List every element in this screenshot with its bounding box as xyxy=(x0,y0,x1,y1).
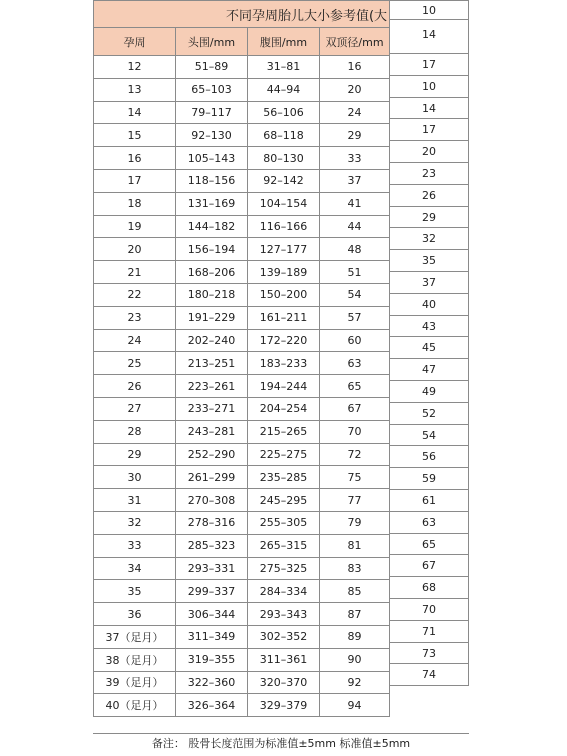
cell-head-circumference: 285–323 xyxy=(176,534,248,557)
extra-cell: 10 xyxy=(389,76,469,98)
table-row xyxy=(94,56,390,79)
extra-column xyxy=(389,0,469,686)
cell-abdominal-circumference: 275–325 xyxy=(248,557,320,580)
extra-cell: 37 xyxy=(389,272,469,294)
extra-cell: 14 xyxy=(389,98,469,120)
cell-abdominal-circumference: 329–379 xyxy=(248,694,320,717)
table-row xyxy=(94,147,390,170)
cell-week: 18 xyxy=(94,192,176,215)
table-row xyxy=(94,557,390,580)
cell-week: 12 xyxy=(94,56,176,79)
cell-biparietal-diameter: 57 xyxy=(320,306,390,329)
cell-abdominal-circumference: 215–265 xyxy=(248,420,320,443)
table-row xyxy=(94,238,390,261)
extra-cell: 52 xyxy=(389,403,469,425)
extra-cell: 67 xyxy=(389,555,469,577)
extra-cell: 68 xyxy=(389,577,469,599)
cell-week: 32 xyxy=(94,511,176,534)
extra-cell: 32 xyxy=(389,228,469,250)
cell-biparietal-diameter: 41 xyxy=(320,192,390,215)
cell-biparietal-diameter: 90 xyxy=(320,648,390,671)
table-row xyxy=(94,648,390,671)
extra-cell: 65 xyxy=(389,534,469,556)
cell-biparietal-diameter: 83 xyxy=(320,557,390,580)
cell-week: 13 xyxy=(94,78,176,101)
fetal-size-reference-sheet xyxy=(93,0,469,756)
cell-biparietal-diameter: 48 xyxy=(320,238,390,261)
cell-week: 17 xyxy=(94,169,176,192)
extra-cell: 20 xyxy=(389,141,469,163)
table-row xyxy=(94,192,390,215)
footnote: 备注： 股骨长度范围为标准值±5mm 标准值±5mm xyxy=(93,733,469,756)
cell-head-circumference: 202–240 xyxy=(176,329,248,352)
extra-cell: 17 xyxy=(389,54,469,76)
cell-abdominal-circumference: 44–94 xyxy=(248,78,320,101)
table-row xyxy=(94,329,390,352)
extra-cell: 59 xyxy=(389,468,469,490)
cell-biparietal-diameter: 65 xyxy=(320,375,390,398)
cell-week: 40（足月） xyxy=(94,694,176,717)
cell-week: 38（足月） xyxy=(94,648,176,671)
cell-week: 21 xyxy=(94,261,176,284)
cell-week: 15 xyxy=(94,124,176,147)
cell-head-circumference: 156–194 xyxy=(176,238,248,261)
fetal-size-table xyxy=(93,0,390,717)
cell-biparietal-diameter: 79 xyxy=(320,511,390,534)
cell-abdominal-circumference: 265–315 xyxy=(248,534,320,557)
cell-week: 36 xyxy=(94,603,176,626)
cell-week: 33 xyxy=(94,534,176,557)
cell-head-circumference: 105–143 xyxy=(176,147,248,170)
header-biparietal-diameter: 双顶径/mm xyxy=(320,28,390,56)
cell-head-circumference: 293–331 xyxy=(176,557,248,580)
cell-head-circumference: 79–117 xyxy=(176,101,248,124)
cell-week: 25 xyxy=(94,352,176,375)
cell-head-circumference: 92–130 xyxy=(176,124,248,147)
cell-week: 31 xyxy=(94,489,176,512)
cell-head-circumference: 252–290 xyxy=(176,443,248,466)
header-head-circumference: 头围/mm xyxy=(176,28,248,56)
table-row xyxy=(94,101,390,124)
header-week: 孕周 xyxy=(94,28,176,56)
cell-abdominal-circumference: 68–118 xyxy=(248,124,320,147)
table-row xyxy=(94,352,390,375)
cell-abdominal-circumference: 31–81 xyxy=(248,56,320,79)
cell-abdominal-circumference: 116–166 xyxy=(248,215,320,238)
table-row xyxy=(94,215,390,238)
extra-cell: 70 xyxy=(389,599,469,621)
cell-head-circumference: 65–103 xyxy=(176,78,248,101)
table-row xyxy=(94,580,390,603)
cell-head-circumference: 243–281 xyxy=(176,420,248,443)
cell-biparietal-diameter: 51 xyxy=(320,261,390,284)
cell-head-circumference: 180–218 xyxy=(176,283,248,306)
extra-cell: 56 xyxy=(389,446,469,468)
cell-abdominal-circumference: 161–211 xyxy=(248,306,320,329)
table-row xyxy=(94,375,390,398)
table-row xyxy=(94,466,390,489)
cell-head-circumference: 326–364 xyxy=(176,694,248,717)
cell-head-circumference: 299–337 xyxy=(176,580,248,603)
cell-head-circumference: 278–316 xyxy=(176,511,248,534)
cell-abdominal-circumference: 255–305 xyxy=(248,511,320,534)
table-row xyxy=(94,694,390,717)
cell-abdominal-circumference: 56–106 xyxy=(248,101,320,124)
table-row xyxy=(94,420,390,443)
table-row xyxy=(94,534,390,557)
title-row xyxy=(94,1,390,28)
cell-biparietal-diameter: 72 xyxy=(320,443,390,466)
extra-cell: 23 xyxy=(389,163,469,185)
cell-abdominal-circumference: 150–200 xyxy=(248,283,320,306)
cell-head-circumference: 270–308 xyxy=(176,489,248,512)
extra-cell: 17 xyxy=(389,119,469,141)
cell-biparietal-diameter: 70 xyxy=(320,420,390,443)
table-row xyxy=(94,443,390,466)
cell-abdominal-circumference: 194–244 xyxy=(248,375,320,398)
table-row xyxy=(94,124,390,147)
cell-biparietal-diameter: 16 xyxy=(320,56,390,79)
cell-biparietal-diameter: 60 xyxy=(320,329,390,352)
table-row xyxy=(94,397,390,420)
extra-cell: 63 xyxy=(389,512,469,534)
cell-head-circumference: 51–89 xyxy=(176,56,248,79)
cell-biparietal-diameter: 29 xyxy=(320,124,390,147)
cell-biparietal-diameter: 33 xyxy=(320,147,390,170)
cell-week: 39（足月） xyxy=(94,671,176,694)
cell-head-circumference: 322–360 xyxy=(176,671,248,694)
table-row xyxy=(94,489,390,512)
cell-head-circumference: 213–251 xyxy=(176,352,248,375)
cell-biparietal-diameter: 75 xyxy=(320,466,390,489)
cell-biparietal-diameter: 37 xyxy=(320,169,390,192)
extra-cell: 49 xyxy=(389,381,469,403)
cell-week: 24 xyxy=(94,329,176,352)
cell-abdominal-circumference: 302–352 xyxy=(248,625,320,648)
extra-cell: 73 xyxy=(389,643,469,665)
cell-biparietal-diameter: 44 xyxy=(320,215,390,238)
cell-week: 35 xyxy=(94,580,176,603)
cell-biparietal-diameter: 87 xyxy=(320,603,390,626)
extra-cell: 61 xyxy=(389,490,469,512)
cell-biparietal-diameter: 89 xyxy=(320,625,390,648)
cell-head-circumference: 261–299 xyxy=(176,466,248,489)
cell-head-circumference: 319–355 xyxy=(176,648,248,671)
extra-cell: 40 xyxy=(389,294,469,316)
header-abdominal-circumference: 腹围/mm xyxy=(248,28,320,56)
extra-cell: 74 xyxy=(389,664,469,686)
extra-cell: 35 xyxy=(389,250,469,272)
cell-head-circumference: 233–271 xyxy=(176,397,248,420)
cell-biparietal-diameter: 24 xyxy=(320,101,390,124)
cell-abdominal-circumference: 104–154 xyxy=(248,192,320,215)
extra-cell: 54 xyxy=(389,425,469,447)
cell-biparietal-diameter: 94 xyxy=(320,694,390,717)
cell-abdominal-circumference: 127–177 xyxy=(248,238,320,261)
extra-cell: 14 xyxy=(389,20,469,54)
cell-abdominal-circumference: 92–142 xyxy=(248,169,320,192)
cell-abdominal-circumference: 245–295 xyxy=(248,489,320,512)
cell-abdominal-circumference: 293–343 xyxy=(248,603,320,626)
cell-week: 28 xyxy=(94,420,176,443)
cell-abdominal-circumference: 311–361 xyxy=(248,648,320,671)
cell-head-circumference: 311–349 xyxy=(176,625,248,648)
table-row xyxy=(94,625,390,648)
table-row xyxy=(94,306,390,329)
cell-biparietal-diameter: 20 xyxy=(320,78,390,101)
cell-abdominal-circumference: 225–275 xyxy=(248,443,320,466)
table-row xyxy=(94,261,390,284)
extra-cell: 71 xyxy=(389,621,469,643)
cell-abdominal-circumference: 80–130 xyxy=(248,147,320,170)
cell-biparietal-diameter: 85 xyxy=(320,580,390,603)
header-row xyxy=(94,28,390,56)
cell-week: 29 xyxy=(94,443,176,466)
cell-head-circumference: 191–229 xyxy=(176,306,248,329)
table-row xyxy=(94,603,390,626)
cell-week: 22 xyxy=(94,283,176,306)
cell-head-circumference: 306–344 xyxy=(176,603,248,626)
cell-biparietal-diameter: 81 xyxy=(320,534,390,557)
cell-head-circumference: 168–206 xyxy=(176,261,248,284)
cell-week: 23 xyxy=(94,306,176,329)
cell-abdominal-circumference: 183–233 xyxy=(248,352,320,375)
extra-cell: 29 xyxy=(389,207,469,229)
extra-cell: 26 xyxy=(389,185,469,207)
cell-head-circumference: 223–261 xyxy=(176,375,248,398)
cell-week: 19 xyxy=(94,215,176,238)
cell-abdominal-circumference: 139–189 xyxy=(248,261,320,284)
cell-week: 30 xyxy=(94,466,176,489)
cell-head-circumference: 131–169 xyxy=(176,192,248,215)
table-row xyxy=(94,671,390,694)
cell-biparietal-diameter: 54 xyxy=(320,283,390,306)
extra-cell: 43 xyxy=(389,316,469,338)
table-row xyxy=(94,78,390,101)
cell-biparietal-diameter: 92 xyxy=(320,671,390,694)
cell-biparietal-diameter: 63 xyxy=(320,352,390,375)
cell-week: 20 xyxy=(94,238,176,261)
cell-abdominal-circumference: 172–220 xyxy=(248,329,320,352)
cell-abdominal-circumference: 320–370 xyxy=(248,671,320,694)
cell-head-circumference: 118–156 xyxy=(176,169,248,192)
table-title: 不同孕周胎儿大小参考值(大 xyxy=(94,1,390,28)
cell-abdominal-circumference: 204–254 xyxy=(248,397,320,420)
cell-week: 16 xyxy=(94,147,176,170)
table-row xyxy=(94,511,390,534)
cell-biparietal-diameter: 67 xyxy=(320,397,390,420)
table-row xyxy=(94,283,390,306)
extra-cell: 10 xyxy=(389,0,469,20)
cell-week: 26 xyxy=(94,375,176,398)
table-row xyxy=(94,169,390,192)
cell-week: 14 xyxy=(94,101,176,124)
cell-week: 37（足月） xyxy=(94,625,176,648)
cell-week: 27 xyxy=(94,397,176,420)
cell-head-circumference: 144–182 xyxy=(176,215,248,238)
extra-cell: 47 xyxy=(389,359,469,381)
cell-abdominal-circumference: 284–334 xyxy=(248,580,320,603)
cell-abdominal-circumference: 235–285 xyxy=(248,466,320,489)
cell-week: 34 xyxy=(94,557,176,580)
cell-biparietal-diameter: 77 xyxy=(320,489,390,512)
extra-cell: 45 xyxy=(389,337,469,359)
